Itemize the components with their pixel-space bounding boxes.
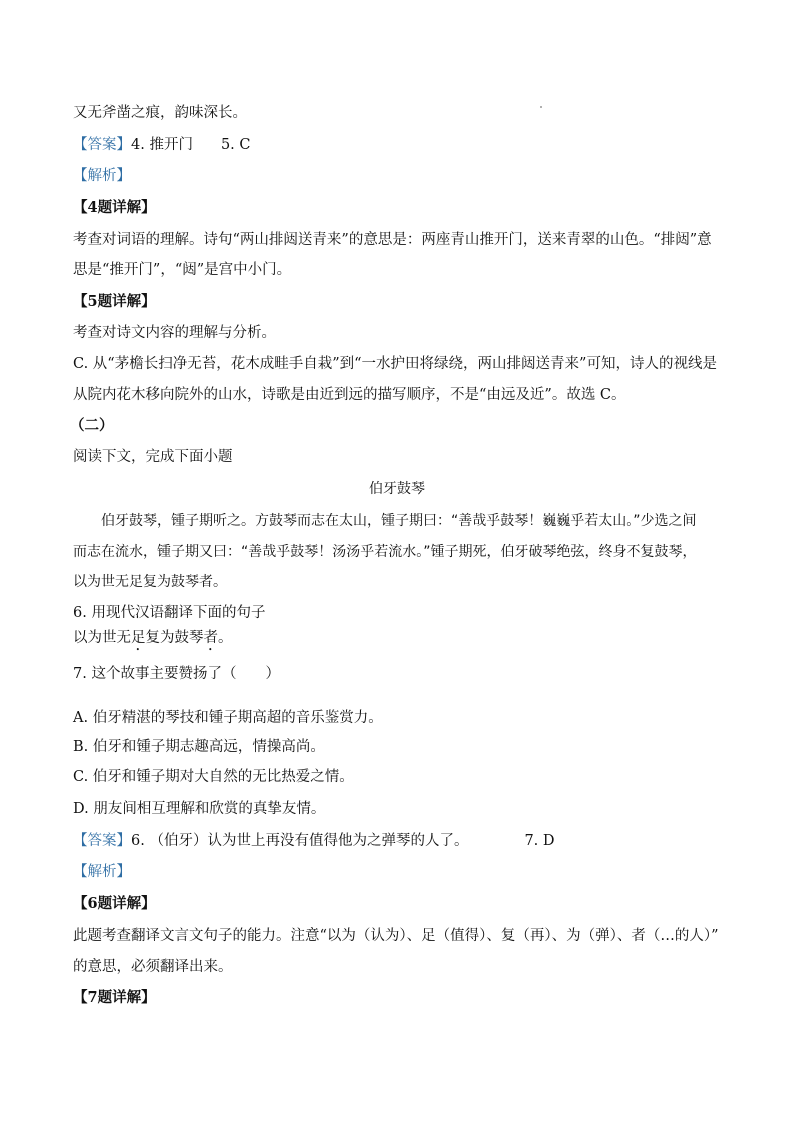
passage-title: 伯牙鼓琴 xyxy=(369,481,425,497)
answer-line-2 xyxy=(73,831,734,851)
q7-option-d: D. 朋友间相互理解和欣赏的真挚友情。 xyxy=(73,801,326,817)
answer-tag: 【答案】 xyxy=(73,833,131,849)
q6-sentence: 以为世无足复为鼓琴者。 xyxy=(73,630,233,646)
passage-text: 而志在流水，锺子期又曰：“善哉乎鼓琴！汤汤乎若流水。”锺子期死，伯牙破琴绝弦，终身不复鼓琴， xyxy=(73,544,697,560)
answer-tag: 【答案】 xyxy=(73,137,131,153)
passage-text: 伯牙鼓琴，锺子期听之。方鼓琴而志在太山，锺子期曰：“善哉乎鼓琴！巍巍乎若太山。”少选之间 xyxy=(101,513,697,529)
analysis-tag: 【解析】 xyxy=(73,168,131,184)
q7-option-b: B. 伯牙和锺子期志趣高远，情操高尚。 xyxy=(73,739,325,755)
q7-option-c: C. 伯牙和锺子期对大自然的无比热爱之情。 xyxy=(73,769,354,785)
analysis-tag: 【解析】 xyxy=(73,864,131,880)
q6-detail-heading: 【6题详解】 xyxy=(73,895,156,912)
answer-item-5: 5. C xyxy=(220,137,251,153)
section-heading: （二） xyxy=(70,417,114,434)
emphasized-char: 者 xyxy=(203,630,218,646)
answer-line-1 xyxy=(73,135,734,155)
answer-item-7: 7. D xyxy=(524,833,555,849)
q5-detail-text: C. 从“茅檐长扫净无苔，花木成畦手自栽”到“一水护田将绿绕，两山排闼送青来”可知，诗人的视线是 xyxy=(73,356,717,372)
q6-prompt: 6. 用现代汉语翻译下面的句子 xyxy=(73,605,266,621)
q7-detail-heading: 【7题详解】 xyxy=(73,989,156,1006)
q7-option-a: A. 伯牙精湛的琴技和锺子期高超的音乐鉴赏力。 xyxy=(73,710,383,726)
q4-detail-heading: 【4题详解】 xyxy=(73,199,156,216)
answer-item-6: 6. （伯牙）认为世上再没有值得他为之弹琴的人了。 xyxy=(131,833,469,849)
section-intro: 阅读下文，完成下面小题 xyxy=(73,449,233,465)
q7-prompt: 7. 这个故事主要赞扬了（ ） xyxy=(73,666,280,682)
q5-detail-heading: 【5题详解】 xyxy=(73,293,156,310)
continuation-line: 又无斧凿之痕，韵味深长。 xyxy=(73,105,247,121)
answer-item-4: 4. 推开门 xyxy=(131,137,193,153)
q5-detail-text: 考查对诗文内容的理解与分析。 xyxy=(73,325,276,341)
emphasized-char: 足 xyxy=(131,630,146,646)
q5-detail-text: 从院内花木移向院外的山水，诗歌是由近到远的描写顺序，不是“由远及近”。故选 C。 xyxy=(73,387,626,403)
q6-detail-text: 的意思，必须翻译出来。 xyxy=(73,959,233,975)
q4-detail-text: 考查对词语的理解。诗句“两山排闼送青来”的意思是：两座青山推开门，送来青翠的山色。“排闼”意 xyxy=(73,232,712,248)
q4-detail-text: 思是“推开门”，“闼”是宫中小门。 xyxy=(73,262,292,278)
q6-detail-text: 此题考查翻译文言文句子的能力。注意“以为（认为）、足（值得）、复（再）、为（弹）、者（…的人）” xyxy=(73,928,719,944)
passage-text: 以为世无足复为鼓琴者。 xyxy=(73,574,227,590)
